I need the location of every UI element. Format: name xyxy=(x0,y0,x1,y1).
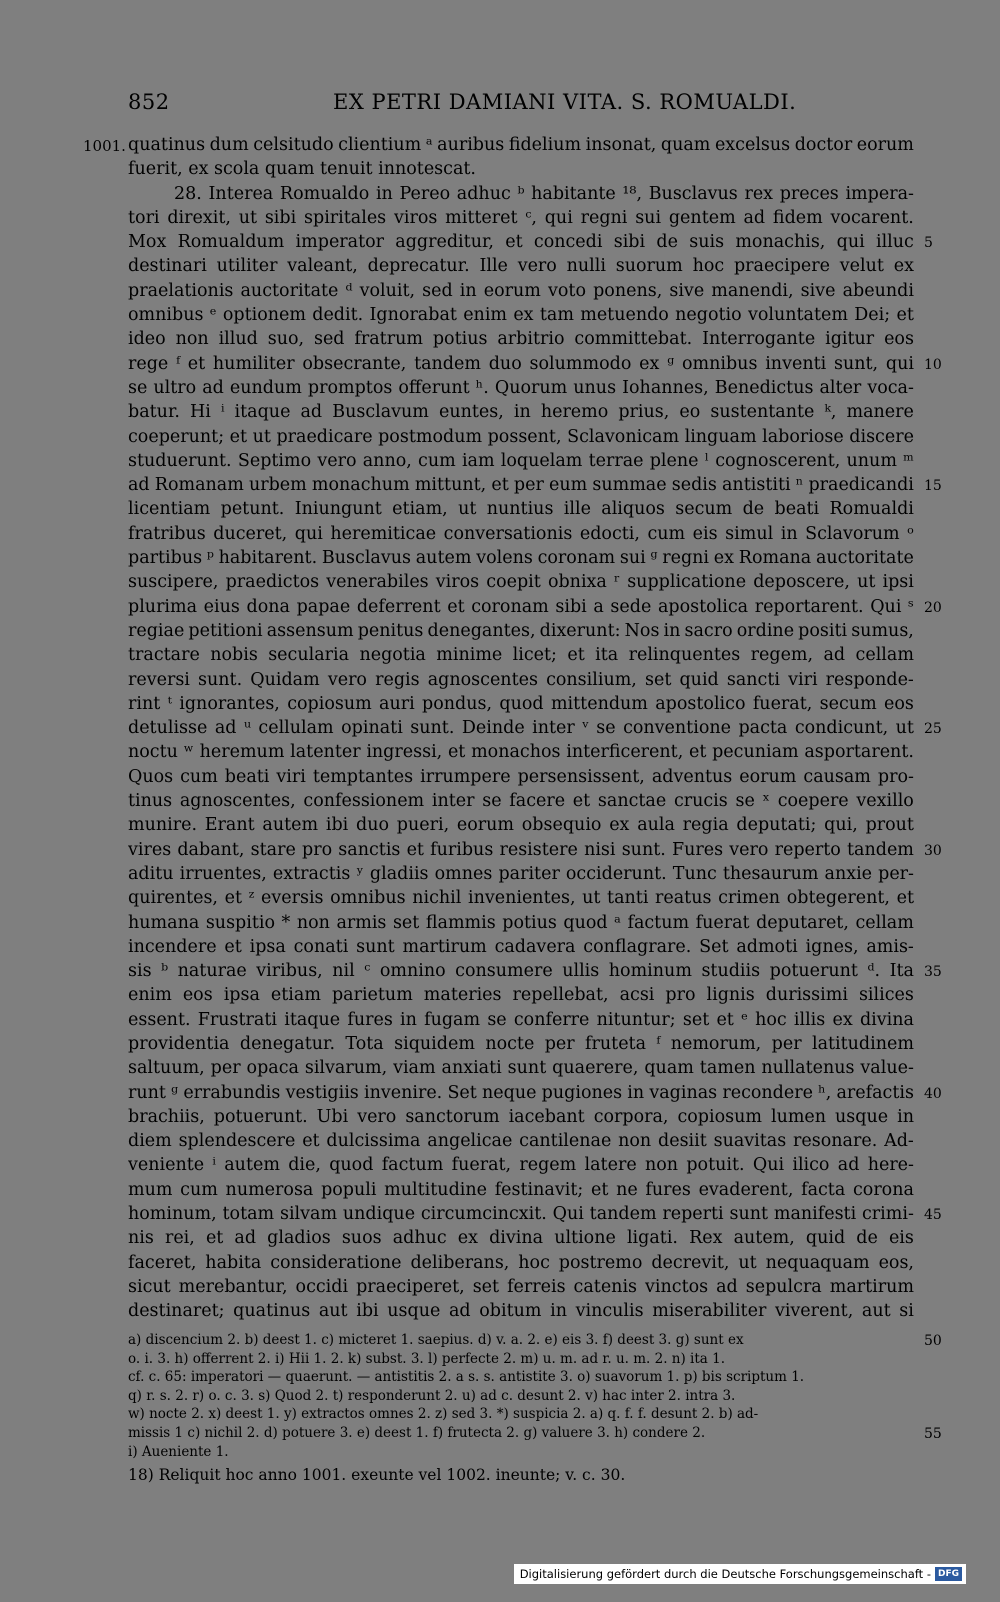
text-line: destinari utiliter valeant, deprecatur. Ille vero nulli suorum hoc praecipere velut ex xyxy=(128,256,914,277)
margin-year: 1001. xyxy=(83,137,126,155)
margin-line-number: 30 xyxy=(924,842,942,859)
running-title: EX PETRI DAMIANI VITA. S. ROMUALDI. xyxy=(333,90,797,114)
text-line: plurima eius dona papae deferrent et coronam sibi a sede apostolica reportarent. Qui ˢ xyxy=(128,596,914,617)
text-line: coeperunt; et ut praedicare postmodum possent, Sclavonicam linguam laboriose discere xyxy=(128,426,914,447)
text-line: praelationis auctoritate ᵈ voluit, sed in eorum voto ponens, sive manendi, sive abeundi xyxy=(128,280,914,301)
text-line: licentiam petunt. Iniungunt etiam, ut nuntius ille aliquos secum de beati Romualdi xyxy=(128,499,914,520)
text-line: Quos cum beati viri temptantes irrumpere persensissent, adventus eorum causam pro- xyxy=(128,766,914,787)
text-line: faceret, habita consideratione deliberans, hoc postremo decrevit, ut nequaquam eos, xyxy=(128,1252,914,1273)
editorial-note-18: 18) Reliquit hoc anno 1001. exeunte vel 1002. ineunte; v. c. 30. xyxy=(128,1466,626,1484)
text-line: sicut merebantur, occidi praeciperet, set ferreis catenis vinctos ad sepulcra martirum xyxy=(128,1276,914,1297)
text-line: suscipere, praedictos venerabiles viros coepit obnixa ʳ supplicatione deposcere, ut ipsi xyxy=(128,572,914,593)
margin-line-number: 5 xyxy=(924,235,933,252)
text-line: enim eos ipsa etiam parietum materies repellebat, acsi pro lignis durissimi silices xyxy=(128,985,914,1006)
text-line: ad Romanam urbem monachum mittunt, et per eum summae sedis antistiti ⁿ praedicandi xyxy=(128,475,914,496)
text-line: ideo non illud suo, sed fratrum potius arbitrio committebat. Interrogante igitur eos xyxy=(128,329,914,350)
text-line: munire. Erant autem ibi duo pueri, eorum obsequio ex aula regia deputati; qui, prout xyxy=(128,815,914,836)
text-line: partibus ᵖ habitarent. Busclavus autem volens coronam sui ᵍ regni ex Romana auctoritate xyxy=(128,548,914,569)
footnote-line: missis 1 c) nichil 2. d) potuere 3. e) deest 1. f) frutecta 2. g) valuere 3. h) condere 2. xyxy=(128,1424,706,1441)
text-line: nis rei, et ad gladios suos adhuc ex divina ultione ligati. Rex autem, quid de eis xyxy=(128,1228,914,1249)
text-line: fuerit, ex scola quam tenuit innotescat. xyxy=(128,159,476,180)
text-line: aditu irruentes, extractis ʸ gladiis omnes pariter occiderunt. Tunc thesaurum anxie per- xyxy=(128,863,914,884)
text-line: quirentes, et ᶻ eversis omnibus nichil invenientes, ut tanti reatus crimen obtegerent, et xyxy=(128,888,914,909)
text-line: omnibus ᵉ optionem dedit. Ignorabat enim ex tam metuendo negotio voluntatem Dei; et xyxy=(128,305,914,326)
text-line: 28. Interea Romualdo in Pereo adhuc ᵇ habitante ¹⁸, Busclavus rex preces impera- xyxy=(174,183,914,204)
text-line: destinaret; quatinus aut ibi usque ad obitum in vinculis miserabiliter viverent, aut si xyxy=(128,1301,914,1322)
text-line: se ultro ad eundum promptos offerunt ʰ. Quorum unus Iohannes, Benedictus alter voca- xyxy=(128,377,914,398)
margin-line-number: 35 xyxy=(924,964,942,981)
footnote-line: i) Aueniente 1. xyxy=(128,1443,229,1460)
footnote-line: o. i. 3. h) offerrent 2. i) Hii 1. 2. k) subst. 3. l) perfecte 2. m) u. m. ad r. u. m. 2. n) ita 1. xyxy=(128,1350,725,1367)
text-line: fratribus duceret, qui heremiticae conversationis edocti, cum eis simul in Sclavorum ᵒ xyxy=(128,523,914,544)
text-line: hominum, totam silvam undique circumcincxit. Qui tandem reperti sunt manifesti crimi- xyxy=(128,1204,914,1225)
footnote-line: a) discencium 2. b) deest 1. c) micteret 1. saepius. d) v. a. 2. e) eis 3. f) deest 3. g) sunt ex xyxy=(128,1332,744,1348)
text-line: detulisse ad ᵘ cellulam opinati sunt. Deinde inter ᵛ se conventione pacta condicunt, ut xyxy=(128,718,914,739)
text-line: tinus agnoscentes, confessionem inter se facere et sanctae crucis se ˣ coepere vexillo xyxy=(128,791,914,812)
text-line: incendere et ipsa conati sunt martirum cadavera conflagrare. Set admoti ignes, amis- xyxy=(128,936,914,957)
text-line: runt ᵍ errabundis vestigiis invenire. Set neque pugiones in vaginas recondere ʰ, arefactis xyxy=(128,1082,914,1103)
footer-text: Digitalisierung gefördert durch die Deutsche Forschungsgemeinschaft - xyxy=(519,1567,931,1581)
text-line: saltuum, per opaca silvarum, viam anxiati sunt quaerere, quam tamen nullatenus value- xyxy=(128,1058,914,1079)
margin-line-number: 50 xyxy=(924,1333,942,1349)
margin-line-number: 45 xyxy=(924,1207,942,1224)
body-text xyxy=(128,133,914,1324)
footnote-line: q) r. s. 2. r) o. c. 3. s) Quod 2. t) responderunt 2. u) ad c. desunt 2. v) hac inter 2. intra 3. xyxy=(128,1387,736,1404)
text-line: quatinus dum celsitudo clientium ᵃ auribus fidelium insonat, quam excelsus doctor eorum xyxy=(128,135,914,155)
text-line: brachiis, potuerunt. Ubi vero sanctorum iacebant corpora, copiosum lumen usque in xyxy=(128,1106,914,1127)
page-number: 852 xyxy=(128,90,170,114)
text-line: sis ᵇ naturae viribus, nil ᶜ omnino consumere ullis hominum studiis potuerunt ᵈ. Ita xyxy=(128,961,914,982)
margin-line-number: 15 xyxy=(924,478,942,495)
text-line: rege ᶠ et humiliter obsecrante, tandem duo solummodo ex ᵍ omnibus inventi sunt, qui xyxy=(128,353,914,374)
margin-line-number: 25 xyxy=(924,721,942,738)
text-line: mum cum numerosa populi multitudine festinavit; et ne fures evaderent, facta corona xyxy=(128,1179,914,1200)
margin-line-number: 10 xyxy=(924,356,942,373)
text-line: providentia denegatur. Tota siquidem nocte per fruteta ᶠ nemorum, per latitudinem xyxy=(128,1033,914,1054)
text-line: reversi sunt. Quidam vero regis agnoscentes consilium, set quid sancti viri responde- xyxy=(128,669,914,690)
footnotes xyxy=(128,1331,914,1461)
text-line: Mox Romualdum imperator aggreditur, et concedi sibi de suis monachis, qui illuc xyxy=(128,232,914,253)
text-line: rint ᵗ ignorantes, copiosum auri pondus, quod mittendum apostolico fuerat, secum eos xyxy=(128,693,914,714)
text-line: studuerunt. Septimo vero anno, cum iam loquelam terrae plene ˡ cognoscerent, unum ᵐ xyxy=(128,450,914,471)
text-line: essent. Frustrati itaque fures in fugam se conferre nituntur; set et ᵉ hoc illis ex divina xyxy=(128,1009,914,1030)
digitization-footer xyxy=(514,1564,966,1584)
text-line: tractare nobis secularia negotia minime licet; et ita relinquentes regem, ad cellam xyxy=(128,645,914,666)
footnote-line: w) nocte 2. x) deest 1. y) extractos omnes 2. z) sed 3. *) suspicia 2. a) q. f. f. desunt 2. b) ad- xyxy=(128,1406,759,1423)
text-line: batur. Hi ⁱ itaque ad Busclavum euntes, in heremo prius, eo sustentante ᵏ, manere xyxy=(128,402,914,423)
text-line: veniente ⁱ autem die, quod factum fuerat, regem latere non potuit. Qui ilico ad here- xyxy=(128,1155,914,1176)
text-line: tori direxit, ut sibi spiritales viros mitteret ᶜ, qui regni sui gentem ad fidem vocarent. xyxy=(128,207,914,228)
text-line: regiae petitioni assensum penitus denegantes, dixerunt: Nos in sacro ordine positi sumus, xyxy=(128,620,914,641)
running-header xyxy=(128,90,828,116)
margin-line-number: 55 xyxy=(924,1426,942,1442)
dfg-logo: DFG xyxy=(935,1567,962,1581)
text-line: humana suspitio * non armis set flammis potius quod ᵃ factum fuerat deputaret, cellam xyxy=(128,912,914,933)
margin-line-number: 40 xyxy=(924,1085,942,1102)
text-line: noctu ʷ heremum latenter ingressi, et monachos interficerent, et pecuniam asportarent. xyxy=(128,742,914,763)
footnote-line: cf. c. 65: imperatori — quaerunt. — antistitis 2. a s. s. antistite 3. o) suavorum 1. p) bis scriptum 1. xyxy=(128,1369,805,1386)
text-line: diem splendescere et dulcissima angelicae cantilenae non desiit suavitas resonare. Ad- xyxy=(128,1131,914,1152)
text-line: vires dabant, stare pro sanctis et furibus resistere nisi sunt. Fures vero reperto tandem xyxy=(128,839,914,860)
margin-line-number: 20 xyxy=(924,599,942,616)
